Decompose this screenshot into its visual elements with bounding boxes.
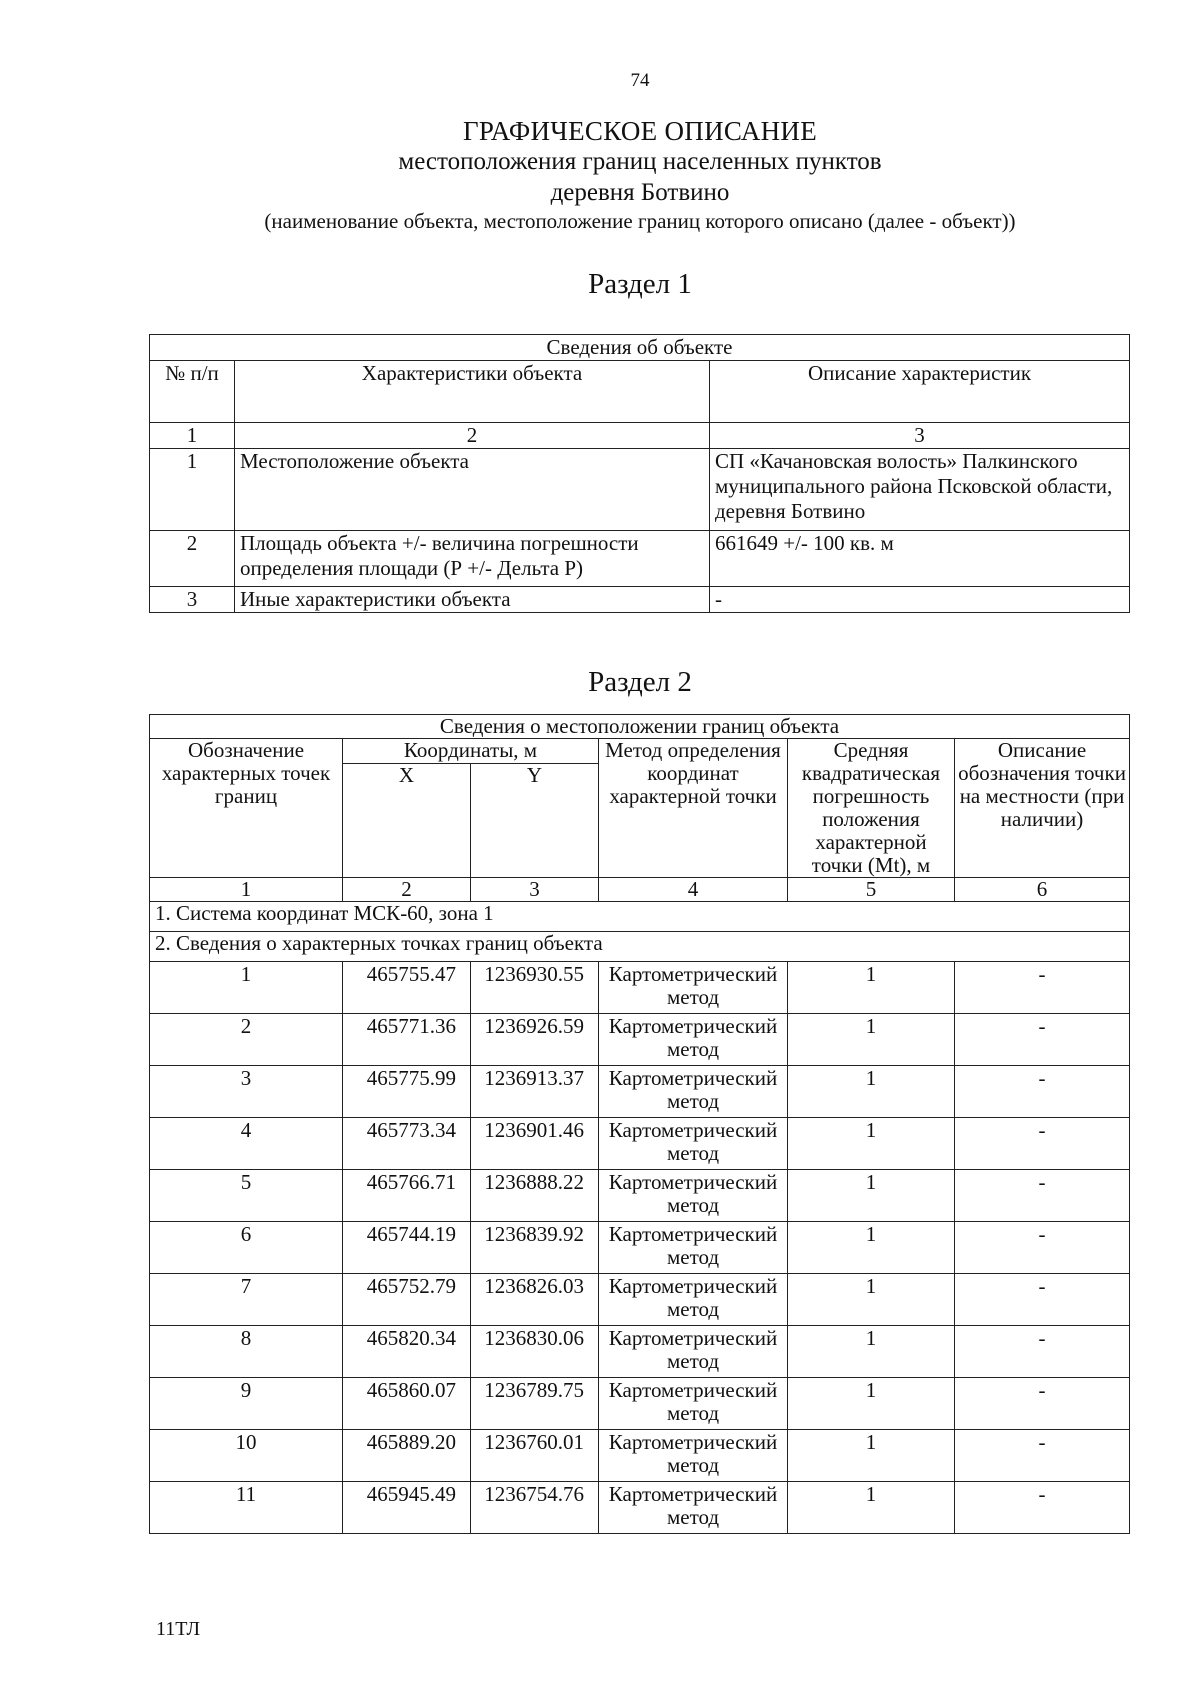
point-y: 1236760.01 [471,1430,599,1482]
point-method: Картометрический метод [599,1014,788,1066]
col-header-coords: Координаты, м [343,739,599,764]
row-name: Местоположение объекта [235,449,710,531]
col-number: 4 [599,878,788,902]
table-row [150,587,1130,613]
row-name: Иные характеристики объекта [235,587,710,613]
table-caption: Сведения об объекте [150,335,1130,361]
table-row [150,1014,1130,1066]
point-x: 465860.07 [343,1378,471,1430]
row-num: 3 [150,587,235,613]
point-x: 465775.99 [343,1066,471,1118]
point-mt: 1 [788,1274,955,1326]
row-num: 1 [150,449,235,531]
col-header-y: Y [471,764,599,878]
point-mt: 1 [788,1222,955,1274]
point-y: 1236930.55 [471,962,599,1014]
table-row [150,1482,1130,1534]
point-method: Картометрический метод [599,962,788,1014]
point-desc: - [955,1170,1130,1222]
table-caption: Сведения о местоположении границ объекта [150,715,1130,739]
point-desc: - [955,1274,1130,1326]
table-row [150,1378,1130,1430]
col-number: 1 [150,423,235,449]
table-row [150,1326,1130,1378]
point-id: 11 [150,1482,343,1534]
page-number: 74 [630,70,650,91]
point-x: 465752.79 [343,1274,471,1326]
table-row [150,1222,1130,1274]
point-desc: - [955,1118,1130,1170]
point-method: Картометрический метод [599,1170,788,1222]
point-id: 1 [150,962,343,1014]
point-method: Картометрический метод [599,1066,788,1118]
table-row [150,1118,1130,1170]
points-section-row: 2. Сведения о характерных точках границ объекта [150,932,1130,962]
table-row [150,449,1130,531]
point-desc: - [955,1014,1130,1066]
boundary-points-table [149,714,1130,1534]
point-desc: - [955,1482,1130,1534]
document-header [0,116,1200,235]
document-subtitle: местоположения границ населенных пунктов [398,148,882,175]
table-row [150,1170,1130,1222]
section1-title: Раздел 1 [588,268,692,300]
point-y: 1236826.03 [471,1274,599,1326]
point-id: 8 [150,1326,343,1378]
point-id: 9 [150,1378,343,1430]
point-x: 465945.49 [343,1482,471,1534]
col-header-characteristic: Характеристики объекта [235,361,710,423]
table-row [150,1066,1130,1118]
point-method: Картометрический метод [599,1222,788,1274]
points-body [150,962,1130,1534]
table-row [150,962,1130,1014]
col-number: 2 [235,423,710,449]
table-row [150,1274,1130,1326]
table-row [150,531,1130,587]
col-number: 3 [471,878,599,902]
point-desc: - [955,1430,1130,1482]
point-y: 1236913.37 [471,1066,599,1118]
point-id: 7 [150,1274,343,1326]
point-desc: - [955,1066,1130,1118]
point-x: 465889.20 [343,1430,471,1482]
point-id: 6 [150,1222,343,1274]
point-desc: - [955,1326,1130,1378]
point-x: 465766.71 [343,1170,471,1222]
row-value: СП «Качановская волость» Палкинского муниципального района Псковской области, деревня Ботвино [710,449,1130,531]
row-num: 2 [150,531,235,587]
point-desc: - [955,962,1130,1014]
point-x: 465773.34 [343,1118,471,1170]
point-mt: 1 [788,1482,955,1534]
col-header-num: № п/п [150,361,235,423]
col-header-method: Метод определения координат характерной точки [599,739,788,878]
point-mt: 1 [788,1118,955,1170]
row-value: 661649 +/- 100 кв. м [710,531,1130,587]
col-header-desc: Описание обозначения точки на местности (при наличии) [955,739,1130,878]
point-method: Картометрический метод [599,1482,788,1534]
point-id: 10 [150,1430,343,1482]
object-info-table [149,334,1130,613]
point-method: Картометрический метод [599,1326,788,1378]
point-method: Картометрический метод [599,1430,788,1482]
point-x: 465820.34 [343,1326,471,1378]
point-id: 4 [150,1118,343,1170]
col-number: 2 [343,878,471,902]
point-desc: - [955,1222,1130,1274]
row-name: Площадь объекта +/- величина погрешности определения площади (Р +/- Дельта Р) [235,531,710,587]
point-desc: - [955,1378,1130,1430]
point-mt: 1 [788,1170,955,1222]
point-mt: 1 [788,1430,955,1482]
point-method: Картометрический метод [599,1378,788,1430]
point-y: 1236754.76 [471,1482,599,1534]
point-id: 3 [150,1066,343,1118]
object-note: (наименование объекта, местоположение границ которого описано (далее - объект)) [264,209,1016,233]
point-mt: 1 [788,962,955,1014]
document-title: ГРАФИЧЕСКОЕ ОПИСАНИЕ [462,116,818,146]
table-row [150,1430,1130,1482]
col-number: 5 [788,878,955,902]
point-y: 1236789.75 [471,1378,599,1430]
point-y: 1236839.92 [471,1222,599,1274]
col-header-x: X [343,764,471,878]
point-x: 465755.47 [343,962,471,1014]
object-name: деревня Ботвино [550,179,730,206]
point-y: 1236888.22 [471,1170,599,1222]
point-mt: 1 [788,1378,955,1430]
col-number: 1 [150,878,343,902]
point-x: 465771.36 [343,1014,471,1066]
row-value: - [710,587,1130,613]
point-mt: 1 [788,1014,955,1066]
point-method: Картометрический метод [599,1118,788,1170]
footer-code: 11ТЛ [156,1618,201,1640]
point-y: 1236901.46 [471,1118,599,1170]
col-number: 6 [955,878,1130,902]
point-id: 5 [150,1170,343,1222]
coordinate-system-row: 1. Система координат МСК-60, зона 1 [150,902,1130,932]
section2-title: Раздел 2 [588,666,692,698]
col-number: 3 [710,423,1130,449]
col-header-point: Обозначение характерных точек границ [150,739,343,878]
point-id: 2 [150,1014,343,1066]
point-x: 465744.19 [343,1222,471,1274]
point-mt: 1 [788,1066,955,1118]
point-mt: 1 [788,1326,955,1378]
point-y: 1236830.06 [471,1326,599,1378]
col-header-error: Средняя квадратическая погрешность положения характерной точки (Mt), м [788,739,955,878]
point-y: 1236926.59 [471,1014,599,1066]
point-method: Картометрический метод [599,1274,788,1326]
col-header-description: Описание характеристик [710,361,1130,423]
